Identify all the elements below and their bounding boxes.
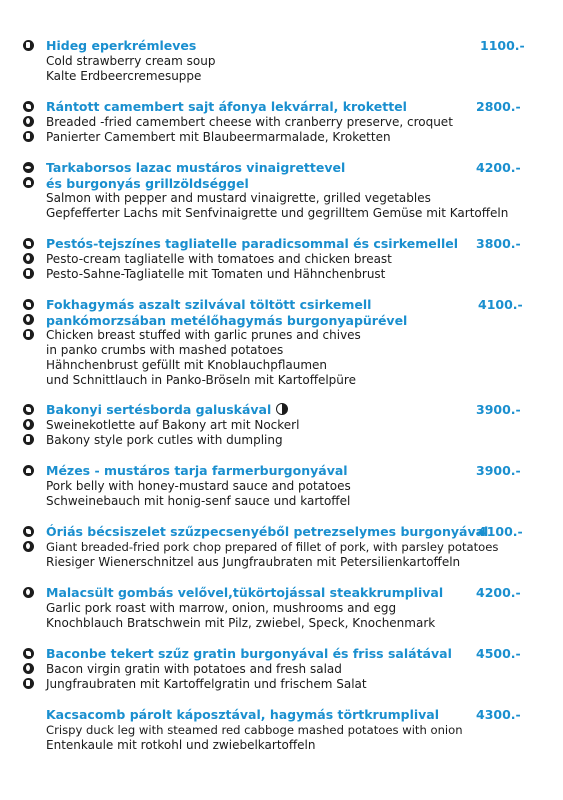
- dish-description-en: Giant breaded-fried pork chop prepared of fillet of pork, with parsley potatoes: [46, 540, 499, 554]
- dish-price: 2800.-: [476, 99, 521, 114]
- dish-price: 3900.-: [476, 402, 521, 417]
- dish-description-en: Salmon with pepper and mustard vinaigrette, grilled vegetables: [46, 191, 431, 205]
- milk-icon: [23, 268, 34, 279]
- milk-icon: [23, 678, 34, 689]
- dish-description-de: Kalte Erdbeercremesuppe: [46, 69, 202, 83]
- egg-icon: [23, 116, 34, 127]
- dish-title-line2: és burgonyás grillzöldséggel: [46, 176, 249, 191]
- dish-description-de: Sweinekotlette auf Bakony art mit Nockerl: [46, 418, 300, 432]
- gluten-icon: [23, 238, 34, 249]
- egg-icon: [23, 253, 34, 264]
- allergen-icons: [23, 463, 37, 480]
- dish-title: Malacsült gombás velővel,tükörtojással steakkrumplival: [46, 585, 444, 600]
- egg-icon: [23, 419, 34, 430]
- allergen-icons: [23, 38, 37, 55]
- gluten-icon: [23, 101, 34, 112]
- allergen-icons: [23, 402, 37, 449]
- dish-description-en: Pork belly with honey-mustard sauce and potatoes: [46, 479, 351, 493]
- dish-price: 4100.-: [478, 524, 523, 539]
- gluten-icon: [23, 404, 34, 415]
- egg-icon: [23, 541, 34, 552]
- dish-description-de: Schweinebauch mit honig-senf sauce und kartoffel: [46, 494, 351, 508]
- dish-description-en: Breaded -fried camembert cheese with cranberry preserve, croquet: [46, 115, 453, 129]
- dish-title: Fokhagymás aszalt szilvával töltött csirkemell: [46, 297, 372, 312]
- allergen-icons: [23, 99, 37, 146]
- dish-title-text: Bakonyi sertésborda galuskával: [46, 402, 272, 417]
- dish-description-de: Pesto-Sahne-Tagliatelle mit Tomaten und Hähnchenbrust: [46, 267, 386, 281]
- gluten-icon: [23, 526, 34, 537]
- egg-icon: [23, 314, 34, 325]
- gluten-icon: [23, 299, 34, 310]
- fish-icon: [23, 162, 34, 173]
- egg-icon: [23, 587, 34, 598]
- dish-title: Rántott camembert sajt áfonya lekvárral, krokettel: [46, 99, 407, 114]
- allergen-icons: [23, 585, 37, 602]
- allergen-icons: [23, 236, 37, 283]
- dish-price: 4100.-: [478, 297, 523, 312]
- dish-description-en: Crispy duck leg with steamed red cabboge mashed potatoes with onion: [46, 723, 463, 737]
- dish-price: 4200.-: [476, 585, 521, 600]
- dish-description-de-cont: und Schnittlauch in Panko-Bröseln mit Kartoffelpüre: [46, 373, 356, 387]
- mustard-icon: [23, 465, 34, 476]
- dish-title: [46, 402, 288, 418]
- dish-price: 1100.-: [480, 38, 525, 53]
- dish-description-en: Chicken breast stuffed with garlic prunes and chives: [46, 328, 361, 342]
- dish-price: 4300.-: [476, 707, 521, 722]
- dish-description-en: Bacon virgin gratin with potatoes and fresh salad: [46, 662, 342, 676]
- dish-description-de: Gepfefferter Lachs mit Senfvinaigrette und gegrilltem Gemüse mit Kartoffeln: [46, 206, 509, 220]
- milk-icon: [23, 329, 34, 340]
- dish-price: 3800.-: [476, 236, 521, 251]
- milk-icon: [23, 434, 34, 445]
- gluten-icon: [23, 648, 34, 659]
- dish-description-en-cont: in panko crumbs with mashed potatoes: [46, 343, 284, 357]
- dish-title: Mézes - mustáros tarja farmerburgonyával: [46, 463, 348, 478]
- dish-price: 4500.-: [476, 646, 521, 661]
- dish-description-de: Hähnchenbrust gefüllt mit Knoblauchpflaumen: [46, 358, 328, 372]
- milk-icon: [23, 131, 34, 142]
- dish-description-de: Entenkaule mit rotkohl und zwiebelkartoffeln: [46, 738, 316, 752]
- dish-description-de: Knochblauch Bratschwein mit Pilz, zwiebel, Speck, Knochenmark: [46, 616, 436, 630]
- dish-description-de: Panierter Camembert mit Blaubeermarmalade, Kroketten: [46, 130, 391, 144]
- dish-title: Hideg eperkrémleves: [46, 38, 197, 53]
- dish-title: Óriás bécsiszelet szűzpecsenyéből petrezselymes burgonyával: [46, 524, 489, 539]
- dish-title-line2: pankómorzsában metélőhagymás burgonyapürével: [46, 313, 408, 328]
- dish-description-de: Riesiger Wienerschnitzel aus Jungfraubraten mit Petersilienkartoffeln: [46, 555, 461, 569]
- dish-title: Tarkaborsos lazac mustáros vinaigrettevel: [46, 160, 346, 175]
- allergen-icons: [23, 524, 37, 556]
- dish-title: Baconbe tekert szűz gratin burgonyával és friss salátával: [46, 646, 452, 661]
- allergen-icons: [23, 297, 37, 344]
- allergen-icons: [23, 160, 37, 192]
- dish-description-en: Bakony style pork cutles with dumpling: [46, 433, 283, 447]
- dish-price: 4200.-: [476, 160, 521, 175]
- dish-description-en: Garlic pork roast with marrow, onion, mushrooms and egg: [46, 601, 397, 615]
- mustard-icon: [23, 177, 34, 188]
- egg-icon: [23, 663, 34, 674]
- dish-title: Kacsacomb párolt káposztával, hagymás törtkrumplival: [46, 707, 440, 722]
- dish-price: 3900.-: [476, 463, 521, 478]
- dish-title: Pestós-tejszínes tagliatelle paradicsommal és csirkemellel: [46, 236, 459, 251]
- allergen-icons: [23, 646, 37, 693]
- dish-description-en: Cold strawberry cream soup: [46, 54, 216, 68]
- dish-description-en: Pesto-cream tagliatelle with tomatoes and chicken breast: [46, 252, 392, 266]
- dish-description-de: Jungfraubraten mit Kartoffelgratin und frischem Salat: [46, 677, 367, 691]
- milk-icon: [23, 40, 34, 51]
- half-portion-icon: [276, 403, 288, 415]
